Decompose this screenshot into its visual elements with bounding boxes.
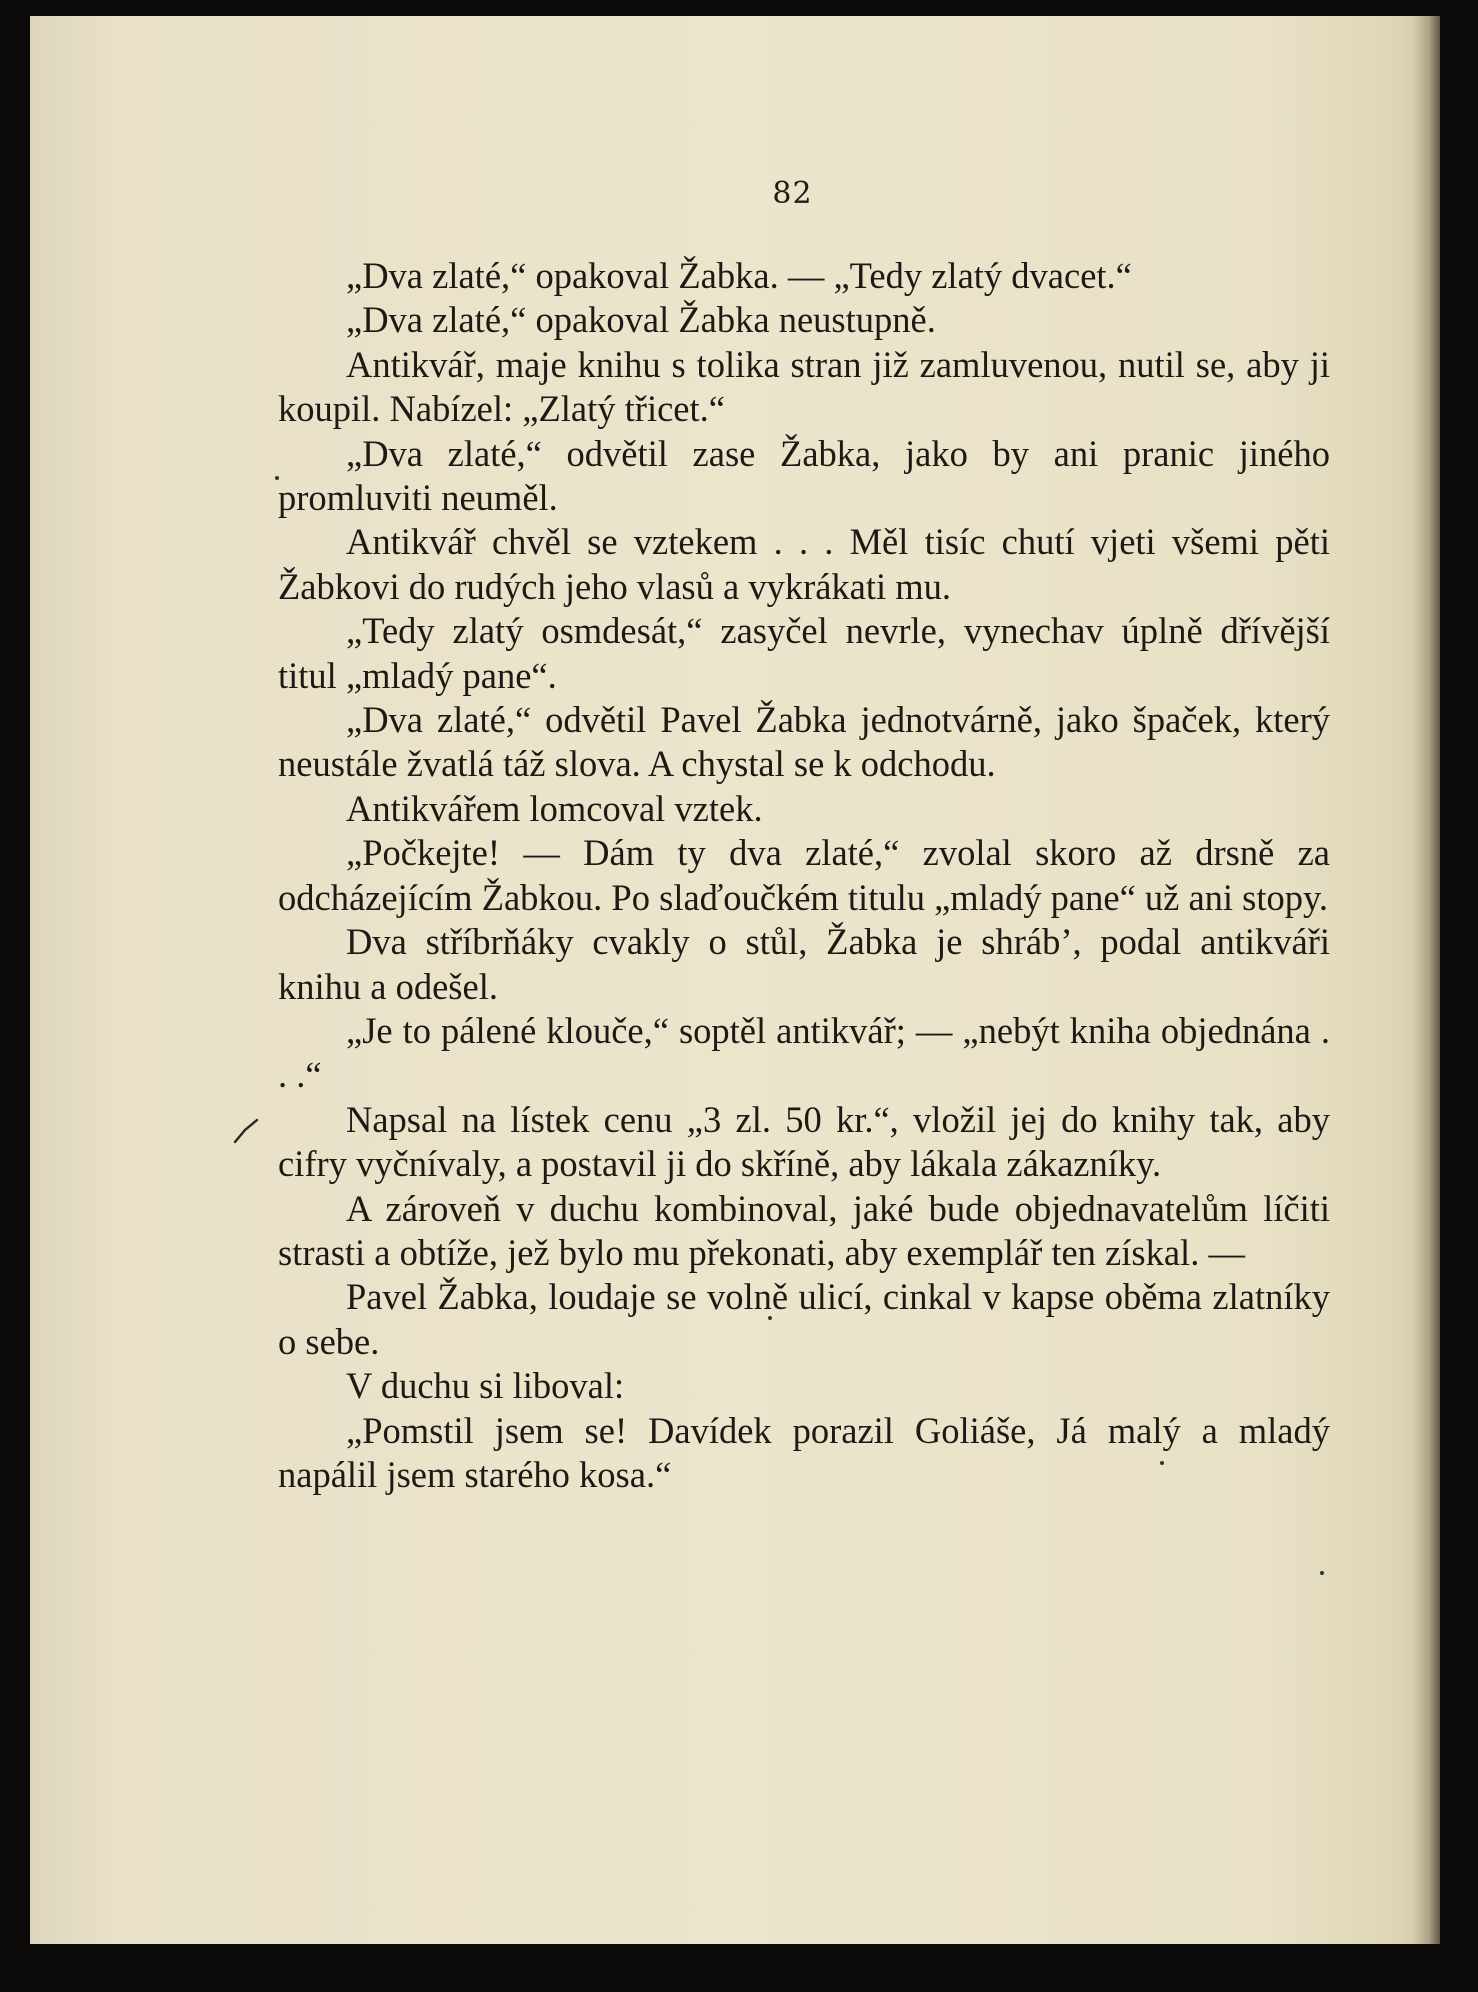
- paragraph: Napsal na lístek cenu „3 zl. 50 kr.“, vložil jej do knihy tak, aby cifry vyčnívaly, a postavil ji do skříně, aby lákala zákazníky.: [278, 1098, 1330, 1185]
- paragraph: „Počkejte! — Dám ty dva zlaté,“ zvolal skoro až drsně za odcházejícím Žabkou. Po slaďoučkém titulu „mladý pane“ už ani stopy.: [278, 832, 1330, 918]
- paragraph: Antikvář, maje knihu s tolika stran již zamluvenou, nutil se, aby ji koupil. Nabízel: „Zlatý třicet.“: [278, 343, 1330, 430]
- paragraph: A zároveň v duchu kombinoval, jaké bude objednavatelům líčiti strasti a obtíže, jež bylo mu překonati, aby exemplář ten získal. —: [278, 1187, 1330, 1273]
- page-gutter-shadow: [1412, 16, 1440, 1944]
- ink-speck: [1320, 1571, 1324, 1575]
- paragraph: Antikvář chvěl se vztekem . . . Měl tisíc chutí vjeti všemi pěti Žabkovi do rudých jeho vlasů a vykrákati mu.: [278, 521, 1330, 607]
- paragraph: V duchu si liboval:: [346, 1365, 625, 1407]
- paragraph: Pavel Žabka, loudaje se volně ulicí, cinkal v kapse oběma zlatníky o sebe.: [278, 1276, 1330, 1362]
- paragraph: „Dva zlaté,“ odvětil Pavel Žabka jednotvárně, jako špaček, který neustále žvatlá táž slova. A chystal se k odchodu.: [278, 699, 1330, 785]
- paragraph: „Dva zlaté,“ opakoval Žabka neustupně.: [346, 299, 936, 341]
- paragraph: „Dva zlaté,“ odvětil zase Žabka, jako by ani pranic jiného promluviti neuměl.: [278, 432, 1330, 519]
- paragraph: Antikvářem lomcoval vztek.: [346, 787, 763, 829]
- paragraph: „Pomstil jsem se! Davídek porazil Goliáše, Já malý a mladý napálil jsem starého kosa.“: [278, 1409, 1330, 1495]
- paragraph: „Tedy zlatý osmdesát,“ zasyčel nevrle, vynechav úplně dřívější titul „mladý pane“.: [278, 610, 1330, 696]
- body-text: [278, 254, 1330, 1497]
- pencil-margin-mark: [233, 1116, 259, 1144]
- paragraph: „Dva zlaté,“ opakoval Žabka. — „Tedy zlatý dvacet.“: [346, 255, 1132, 296]
- paragraph: „Je to pálené klouče,“ soptěl antikvář; — „nebýt kniha objednána . . .“: [278, 1009, 1330, 1096]
- paragraph: Dva stříbrňáky cvakly o stůl, Žabka je shráb’, podal antikváři knihu a odešel.: [278, 921, 1330, 1007]
- book-page: [30, 16, 1440, 1944]
- page-number: 82: [772, 176, 813, 211]
